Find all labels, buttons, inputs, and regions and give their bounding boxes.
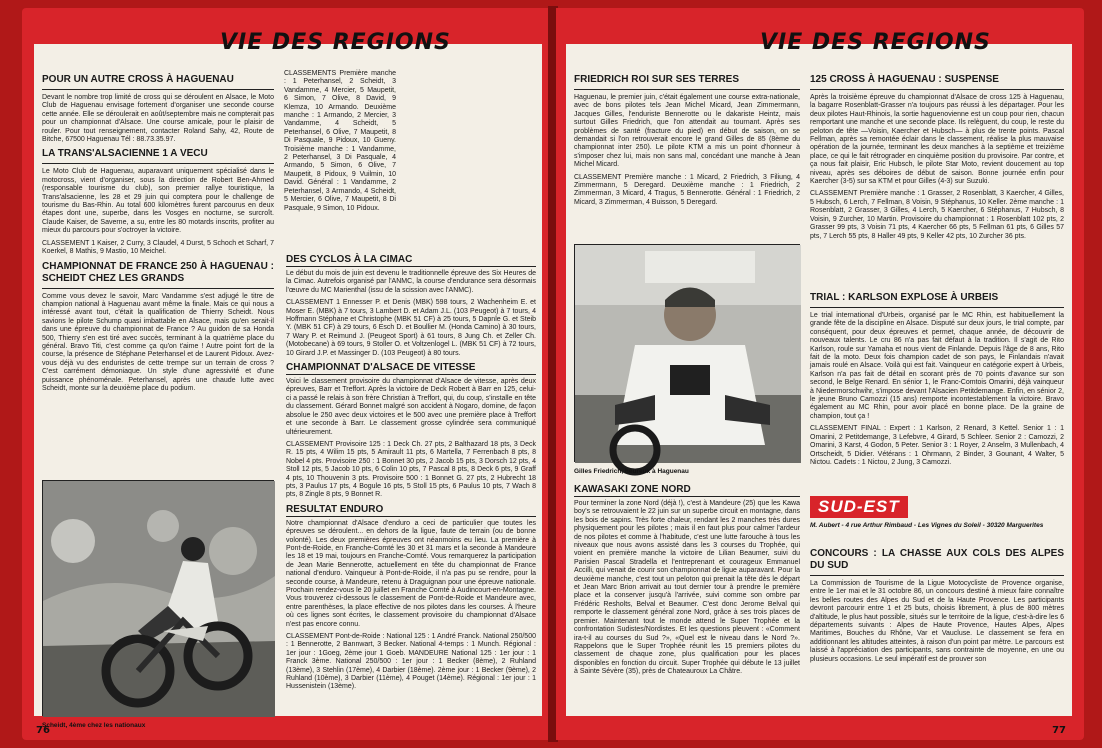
article-results: CLASSEMENT 1 Ennesser P. et Denis (MBK) 598 tours, 2 Wachenheim E. et Moser E. (MBK) à 7 tours, 3 Lambert D. et Adam J.L. (103 Peugeot) à 7 tours, 4 Hoffmann Stéphane et Christophe (MBK 51 CF) à 25 tours, 5 Dapnle G. et Steib Y. (MBK 51 CF) à 29 tours, 6 Esch D. et Boullier M. (Honda Camino) à 30 tours, 7 Wary P. et Reimund J. (Peugeot Sport) à 61 tours, 8 Jung Ch. et Zeller Ch. (Motobecane) à 69 tours, 9 Stoller O. et Voltzenlogel L. (MBK 51 CF) à 72 tours, 10 Girard J.P. et Massinger D. (103 Peugeot) à 80 tours. <box>286 299 536 357</box>
article-body: Après la troisième épreuve du championnat d'Alsace de cross 125 à Haguenau, la bagarre Rosenblatt-Grasser n'a toujours pas réussi à les départager. Pour les deux pilotes Haut-Rhinois, la sortie haguenovienne est un coup pour rien, chacun remportant une manche et une seconde place. Ils relèguent, du coup, le reste du peloton de tête —Voisin, Kaercher et Hubsch— à plus de trente points. Pascal Fellman, après sa remontée éclair dans le classement, réalise la plus mauvaise opération de la journée, terminant les deux manches à la septième et treizième place, ce qui le fait rétrograder en cinquième position du provisoire. Par contre, et ça nous fait plaisir, Eric Hubsch, le pilote Star Moto, revient doucement au top niveau, après ses déboires de début de saison. Bonne journée enfin pour Kaercher (3-5) sur sa KTM et pour Gilles (4-3) sur Suzuki. <box>810 94 1064 186</box>
article-title: CHAMPIONNAT D'ALSACE DE VITESSE <box>286 362 536 375</box>
article-title: RESULTAT ENDURO <box>286 504 536 517</box>
article-title: FRIEDRICH ROI SUR SES TERRES <box>574 74 800 90</box>
rider-portrait-image <box>575 245 801 463</box>
friedrich-photo <box>574 244 800 462</box>
article-body: Haguenau, le premier juin, c'était également une course extra-nationale, avec de bons pilotes tels Jean Michel Micard, Jean Zimmermann, Jacques Gilles, l'enduriste Bennerotte ou le dakariste Heintz, mais surtout Gilles Friedrich, que l'on attendait au tournant. Après ses problèmes de santé (fracture du pied) en début de saison, on se demandait si l'on retrouverait encore le grand Gilles de 85 (8ème du championnat inter 250). Le pilote KTM a mis un point d'honneur à s'imposer chez lui, mais non sans mal, concédant une manche à Jean Michel Micard. <box>574 94 800 169</box>
page-number: 76 <box>36 725 50 736</box>
page-number: 77 <box>1052 725 1066 736</box>
article-title: 125 CROSS À HAGUENAU : SUSPENSE <box>810 74 1064 90</box>
right-column-1 <box>574 70 800 238</box>
right-page-content <box>566 44 1072 716</box>
region-banner: SUD-EST <box>810 496 908 518</box>
photo-caption: Scheidt, 4ème chez les nationaux <box>42 722 146 729</box>
article-body: Comme vous devez le savoir, Marc Vandamme s'est adjugé le titre de champion national à Haguenau avant même la finale. Mais ce qui nous a intéressé avant tout, c'était la qualification de Thierry Scheidt. Nous savions le pilote Schump quasi imbattable en Alsace, mais qu'en serait-il dans une épreuve du championnat de France ? Au guidon de sa Honda 500, Thierry s'en est tiré avec succès, terminant à la quatrième place du général. Bravo Titi, c'est comme ça qu'on t'aime ! Autre point fort de la course, la présence de Stéphane Peterhansel et de Laurent Pidoux. Avez-vous déjà vu des enduristes de cette trempe sur un terrain de cross ? C'est carrément démoniaque. Un style d'une agressivité et d'une puissance phénoménale. Peterhansel, après une chaude lutte avec Scheidt, monte sur la deuxième place du podium. <box>42 292 274 392</box>
article-body: Le Moto Club de Haguenau, auparavant uniquement spécialisé dans le motocross, vient d'organiser, sous la direction de Robert Ben-Ahmed (responsable tourisme du club), son premier rallye touristique, la Trans'alsacienne, les 28 et 29 juin qui comptera pour le challenge de tourisme du Bas-Rhin. Au total 600 kilomètres furent parcourus en deux étapes dont une, superbe, dans les Vosges en nocturne, se surcroît. Claude Kaiser, de Saverne, a su, entre les 80 motards inscrits, profiter au mieux du parcours pour s'octroyer la victoire. <box>42 168 274 235</box>
article-results: CLASSEMENT Première manche : 1 Micard, 2 Friedrich, 3 Filiung, 4 Zimmermann, 5 Deregard. Deuxième manche : 1 Friedrich, 2 Zimmerman, 3 Micard, 4 Tragus, 5 Bennerotte. Général : 1 Friedrich, 2 Micard, 3 Zimmerman, 4 Buisson, 5 Deregard. <box>574 173 800 206</box>
article-body: Voici le classement provisoire du championnat d'Alsace de vitesse, après deux épreuves, Barr et Treffort. Après la victoire de Deck Robert à Barr en 125, celui-ci a passé le relais à son frère Christian à Treffort, qui, du coup, s'installe en tête du classement. Gérard Bonnet malgré son accident à Nogaro, domine, de façon absolue le 250 avec deux victoires et le 500 avec une première place à Treffort et une seconde à Barr. Le classement grosse cylindrée sera communiqué ultérieurement. <box>286 378 536 436</box>
article-results: CLASSEMENT FINAL : Expert : 1 Karlson, 2 Renard, 3 Kettel. Senior 1 : 1 Omarini, 2 Petitdemange, 3 Lefebvre, 4 Girard, 5 Schleer. Senior 2 : Camozzi, 2 Omarini, 3 Karst, 4 Godon, 5 Peter. Senior 3 : 1 Royer, 2 Anselm, 3 Mullenbach, 4 Ortscheidt, 5 Didier. Vétérans : 1 Ohrmann, 2 Binder, 3 Gounant, 4 Walter, 5 Nictou. Cadets : 1 Nictou, 2 Jung, 3 Camozzi. <box>810 425 1064 466</box>
left-page <box>22 8 550 740</box>
article-title: CONCOURS : LA CHASSE AUX COLS DES ALPES DU SUD <box>810 548 1064 576</box>
article-results: CLASSEMENTS Première manche : 1 Peterhansel, 2 Scheidt, 3 Vandamme, 4 Mercier, 5 Maupetit, 6 Simon, 7 Olive, 8 David, 9 Klemza, 10 Armando. Deuxième manche : 1 Armando, 2 Mercier, 3 Vandamme, 4 Scheidt, 5 Peterhansel, 6 Olive, 7 Maupetit, 8 Di Pasquale, 9 Pidoux, 10 Gueny. Troisième manche : 1 Vandamme, 2 Peterhansel, 3 Di Pasquale, 4 Armando, 5 Simon, 6 Olive, 7 Maupetit, 8 Pidoux, 9 Vuilmin, 10 David. Général : 1 Vandamme, 2 Peterhansel, 3 Armando, 4 Scheidt, 5 Mercier, 6 Olive, 7 Maupetit, 8 Di Pasquale, 9 Simon, 10 Pidoux. <box>284 70 396 212</box>
article-body: La Commission de Tourisme de la Ligue Motocycliste de Provence organise, entre le 1er mai et le 31 octobre 86, un concours destiné à mieux faire connaître les belles routes des Alpes du Sud et de la Haute Provence. Les participants devront parcourir entre 1 et 25 buts, choisis librement, à plus de 800 mètres d'altitude, le plus haut possible, situés sur le territoire de la ligue, c'est-à-dire les 6 départements suivants : Alpes de Haute Provence, Hautes Alpes, Alpes Maritimes, Bouches du Rhône, Var et Vaucluse. Le classement se fera en additionnant les altitudes atteintes, à raison d'un point par mètre. Le parcours est laissé à l'appréciation des participants, sans contrainte de moyenne, en une ou plusieurs occasions. Le seul impératif est de prouver son <box>810 580 1064 663</box>
right-column-2 <box>574 484 800 681</box>
article-results: CLASSEMENT Pont-de-Roide : National 125 : 1 André Franck. National 250/500 : 1 Bennerotte, 2 Bannwart, 3 Becker. National 4-temps : 1 Munch. Régional : 1er jour : 1Goeg, 2ème jour 1 Goeb. MANDEURE National 125 : 1er jour : 1 Franck 3ème. National 250/500 : 1er jour : 1 Becker (8ème), 2 Ruhland (13ème), 3 Stehlin (17ème), 4 Darbier (18ème). 2ème jour : 1 Becker (9ème), 2 Ruhland (10ème), 3 Darbier (11ème), 4 Pouget (14ème). Régional : 1er jour : 1 Hussenistein (13ème). <box>286 633 536 691</box>
section-banner: VIE DES REGIONS <box>220 30 451 55</box>
left-page-content <box>34 44 542 729</box>
article-title: KAWASAKI ZONE NORD <box>574 484 800 497</box>
right-page <box>556 8 1084 740</box>
article-results: CLASSEMENT 1 Kaiser, 2 Curry, 3 Claudel, 4 Durst, 5 Schoch et Scharf, 7 Koerkel, 8 Mathis, 9 Mastio, 10 Meichel. <box>42 239 274 256</box>
article-body: Le trial international d'Urbeis, organisé par le MC Rhin, est habituellement la grande fête de la discipline en Alsace. Disputé sur deux jours, le trial compte, par conséquent, pour deux épreuves et permet, chaque année, de découvrir de nouveaux talents. Le cru 86 n'a pas fait défaut à la tradition. Il s'agit de Rito Karlson, roule sur Yamaha et nous vient de Finlande. Depuis l'âge de 8 ans, Rito fait de la moto. Deux fois champion cadet de son pays, le Finlandais n'avait jamais roulé en Alsace. Voilà qui est fait. Vainqueur en catégorie expert à Urbeis, Karlson n'a pas fait de détail en scorant près de 70 points d'avance sur son second, le Belge Renard. En sénior 1, le Franc-Comtois Omarini, déjà vainqueur à Niedermorschwihr, s'impose devant l'Alsacien Petitdemange. Enfin, en sénior 2, le jeune Bruno Camozzi (15 ans) remporte incontestablement la victoire. Bravo également au MC Rhin, pour avoir placé en bonne place. De la graine de champion, tout ça ! <box>810 312 1064 420</box>
article-results: CLASSEMENT Provisoire 125 : 1 Deck Ch. 27 pts, 2 Balthazard 18 pts, 3 Deck R. 15 pts, 4 Wilim 15 pts, 5 Amirault 11 pts, 6 Martella, 7 Ferrenbach 8 pts, 8 Nobel 4 pts. Provisoire 250 : 1 Bonnet 30 pts, 2 Jacob 15 pts, 3 Dorsch 12 pts, 4 Stoll 12 pts, 5 Jacob 10 pts, 6 Colin 10 pts, 7 Pascal 8 pts, 8 Deck 6 pts, 9 Graff 4 pts, 10 Thouvenin 3 pts. Provisoire 500 : 1 Bonnet G. 27 pts, 2 Hubrecht 18 pts, 3 Paulus 17 pts, 4 Bogule 16 pts, 5 Stoll 15 pts, 6 Paulus 10 pts, 7 Wach 8 pts, 8 Zingle 8 pts, 9 Bonnet R. <box>286 440 536 499</box>
article-body: Devant le nombre trop limité de cross qui se déroulent en Alsace, le Moto Club de Haguenau envisage fortement d'organiser une seconde course cette année. Elle se déroulerait en août/septembre mais ne compterait pas pour un championnat d'Alsace. Une course amicale, pour le plaisir de rouler. Pour tout renseignement, contacter Roland Sahy, 42, Route de Bitche, 67500 Haguenau Tél : 88.73.35.97. <box>42 94 274 144</box>
article-body: Pour terminer la zone Nord (déjà !), c'est à Mandeure (25) que les Kawa boy's se retrouvaient le 22 juin sur un superbe circuit en montagne, dans les bois de sapins. Très forte chaleur, rendant les 2 manches très dures physiquement pour les pilotes ; mais il en faut plus pour calmer l'ardeur de nos pilotes et comme à l'habitude, c'est une lutte farouche à tous les niveaux que nous avons assisté dans les 3 courses du Trophée, qui voient en première manche la victoire de Lilian Beaumer, suivi du Parisien Pascal Stradella et l'entreprenant et courageux Emmanuel Accilli, qui venait de courir son championnat de ligue auparavant. Pour la deuxième manche, c'est tout un peloton qui prenait la tête dès le départ et Jean Marc Brion arrivait au tout dernier tour à prendre le première place et la conserver jusqu'à l'arrivée, suivi comme son ombre par Frédéric Resholts, Belval et Beaumer. C'est donc Jerome Belval qui remporte le classement général zone Nord, grâce à ses trois places de premier. Maintenant tout le monde attend le Super Trophée et la confrontation Sudistes/Nordistes. Et les questions pleuvent : «Comment ira-t-il au courses du Sud ?», «Quel est le niveau dans le Nord ?». Rappelons que le Super Trophée réunit les 15 premiers pilotes du classement de chaque zone, plus qualification pour les places disponibles en fonction du circuit. Super Trophée qui débute le 13 juillet à Sainte Sévère (35), près de Chateauroux La Châtre. <box>574 500 800 676</box>
article-results: CLASSEMENT Première manche : 1 Grasser, 2 Rosenblatt, 3 Kaercher, 4 Gilles, 5 Hubsch, 6 Lerch, 7 Fellman, 8 Voisin, 9 Stéphanus, 10 Keller. 2ème manche : 1 Rosenblatt, 2 Grasser, 3 Gilles, 4 Lerch, 5 Kaercher, 6 Stéphanus, 7 Hubsch, 8 Voisin, 9 Zurcher, 10 Martin. Provisoire du championnat : 1 Rosenblatt 102 pts, 2 Grasser 99 pts, 3 Voisin 71 pts, 4 Kaercher 66 pts, 5 Fellman 61 pts, 6 Gilles 57 pts, 7 Lerch 55 pts, 8 Haller 49 pts, 9 Keller 42 pts, 10 Zurcher 36 pts. <box>810 190 1064 240</box>
right-column-3 <box>810 70 1064 308</box>
photo-caption: Gilles Friedrich, heureux à Haguenau <box>574 468 689 475</box>
scheidt-photo <box>42 480 274 716</box>
right-column-5 <box>810 544 1064 668</box>
left-column-1 <box>42 70 274 397</box>
region-address: M. Aubert - 4 rue Arthur Rimbaud - Les Vignes du Soleil - 30320 Marguerites <box>810 522 1044 529</box>
article-title: TRIAL : KARLSON EXPLOSE À URBEIS <box>810 292 1064 308</box>
article-body: Le début du mois de juin est devenu le traditionnelle épreuve des Six Heures de la Cimac. Autrefois organisé par l'ANMC, la course d'endurance sera désormais l'œuvre du MC Marienthal (issu de la scission avec l'ANMC). <box>286 270 536 294</box>
article-title: DES CYCLOS À LA CIMAC <box>286 254 536 267</box>
left-column-3 <box>286 254 536 696</box>
right-column-4 <box>810 288 1064 488</box>
article-body: Notre championnat d'Alsace d'enduro a ceci de particulier que toutes les épreuves se déroulent... en dehors de la ligue, faute de terrain (ou de bonne volonté). Les deux premières épreuves ont néanmoins eu lieu. La première à Pont-de-Roide, en Franche-Comté les 30 et 31 mars et la seconde à Mandeure les 18 et 19 mai, toujours en Franche-Comté. Vous remarquerez la participation de Jean Marie Bennerotte, actuellement en tête du championnat de France national d'enduro. Vainqueur à Pont-de-Roide, il n'a pas pu se rendre, pour la seconde course, à Mandeure, retenu à Draguignan pour une épreuve nationale. Prochain rendez-vous le 20 juillet en Franche Comté à Audincourt-en-Montagne. Vous trouverez ci-dessous le classement de Pont-de-Roide et Mandeure avec, entre parenthèses, la place effective de nos pilotes dans les courses. À l'heure où ces lignes sont écrites, le classement provisoire du championnat d'Alsace n'est pas encore connu. <box>286 519 536 628</box>
section-banner: VIE DES REGIONS <box>760 30 991 55</box>
motocross-rider-image <box>43 481 275 717</box>
article-title: CHAMPIONNAT DE FRANCE 250 À HAGUENAU : SCHEIDT CHEZ LES GRANDS <box>42 261 274 289</box>
article-title: LA TRANS'ALSACIENNE 1 A VECU <box>42 148 274 164</box>
article-title: POUR UN AUTRE CROSS À HAGUENAU <box>42 74 274 90</box>
left-column-2 <box>284 70 396 270</box>
